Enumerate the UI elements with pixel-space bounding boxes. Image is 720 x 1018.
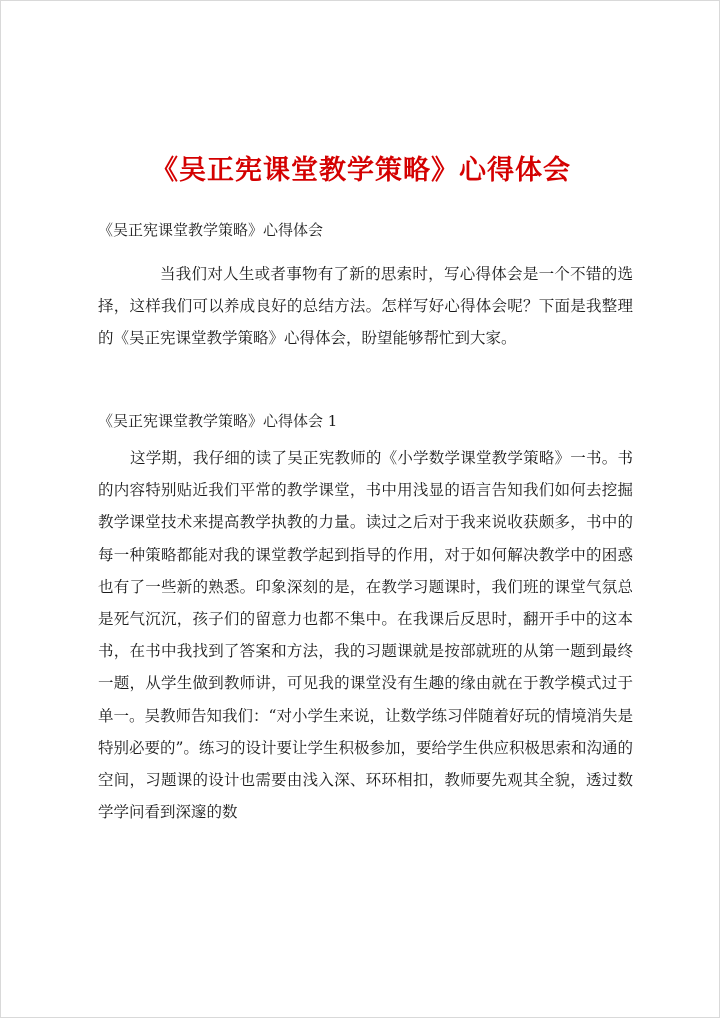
document-subtitle: 《吴正宪课堂教学策略》心得体会: [98, 221, 324, 239]
body-paragraph: 这学期，我仔细的读了吴正宪教师的《小学数学课堂教学策略》一书。书的内容特别贴近我们平常的教学课堂，书中用浅显的语言告知我们如何去挖掘教学课堂技术来提高教学执教的力量。读过之后对于我来说收获颇多，书中的每一种策略都能对我的课堂教学起到指导的作用，对于如何解决教学中的困惑也有了一些新的熟悉。印象深刻的是，在教学习题课时，我们班的课堂气氛总是死气沉沉，孩子们的留意力也都不集中。在我课后反思时，翻开手中的这本书，在书中我找到了答案和方法，我的习题课就是按部就班的从第一题到最终一题，从学生做到教师讲，可见我的课堂没有生趣的缘由就在于教学模式过于单一。吴教师告知我们：“对小学生来说，让数学练习伴随着好玩的情境消失是特别必要的”。练习的设计要让学生积极参加，要给学生供应积极思索和沟通的空间，习题课的设计也需要由浅入深、环环相扣，教师要先观其全貌，透过数学学问看到深邃的数: [98, 449, 633, 822]
intro-paragraph: 当我们对人生或者事物有了新的思索时，写心得体会是一个不错的选择，这样我们可以养成良好的总结方法。怎样写好心得体会呢？下面是我整理的《吴正宪课堂教学策略》心得体会，盼望能够帮忙到大家。: [98, 265, 633, 348]
section-heading: 《吴正宪课堂教学策略》心得体会 1: [98, 412, 338, 430]
document-title: 《吴正宪课堂教学策略》心得体会: [151, 155, 571, 186]
